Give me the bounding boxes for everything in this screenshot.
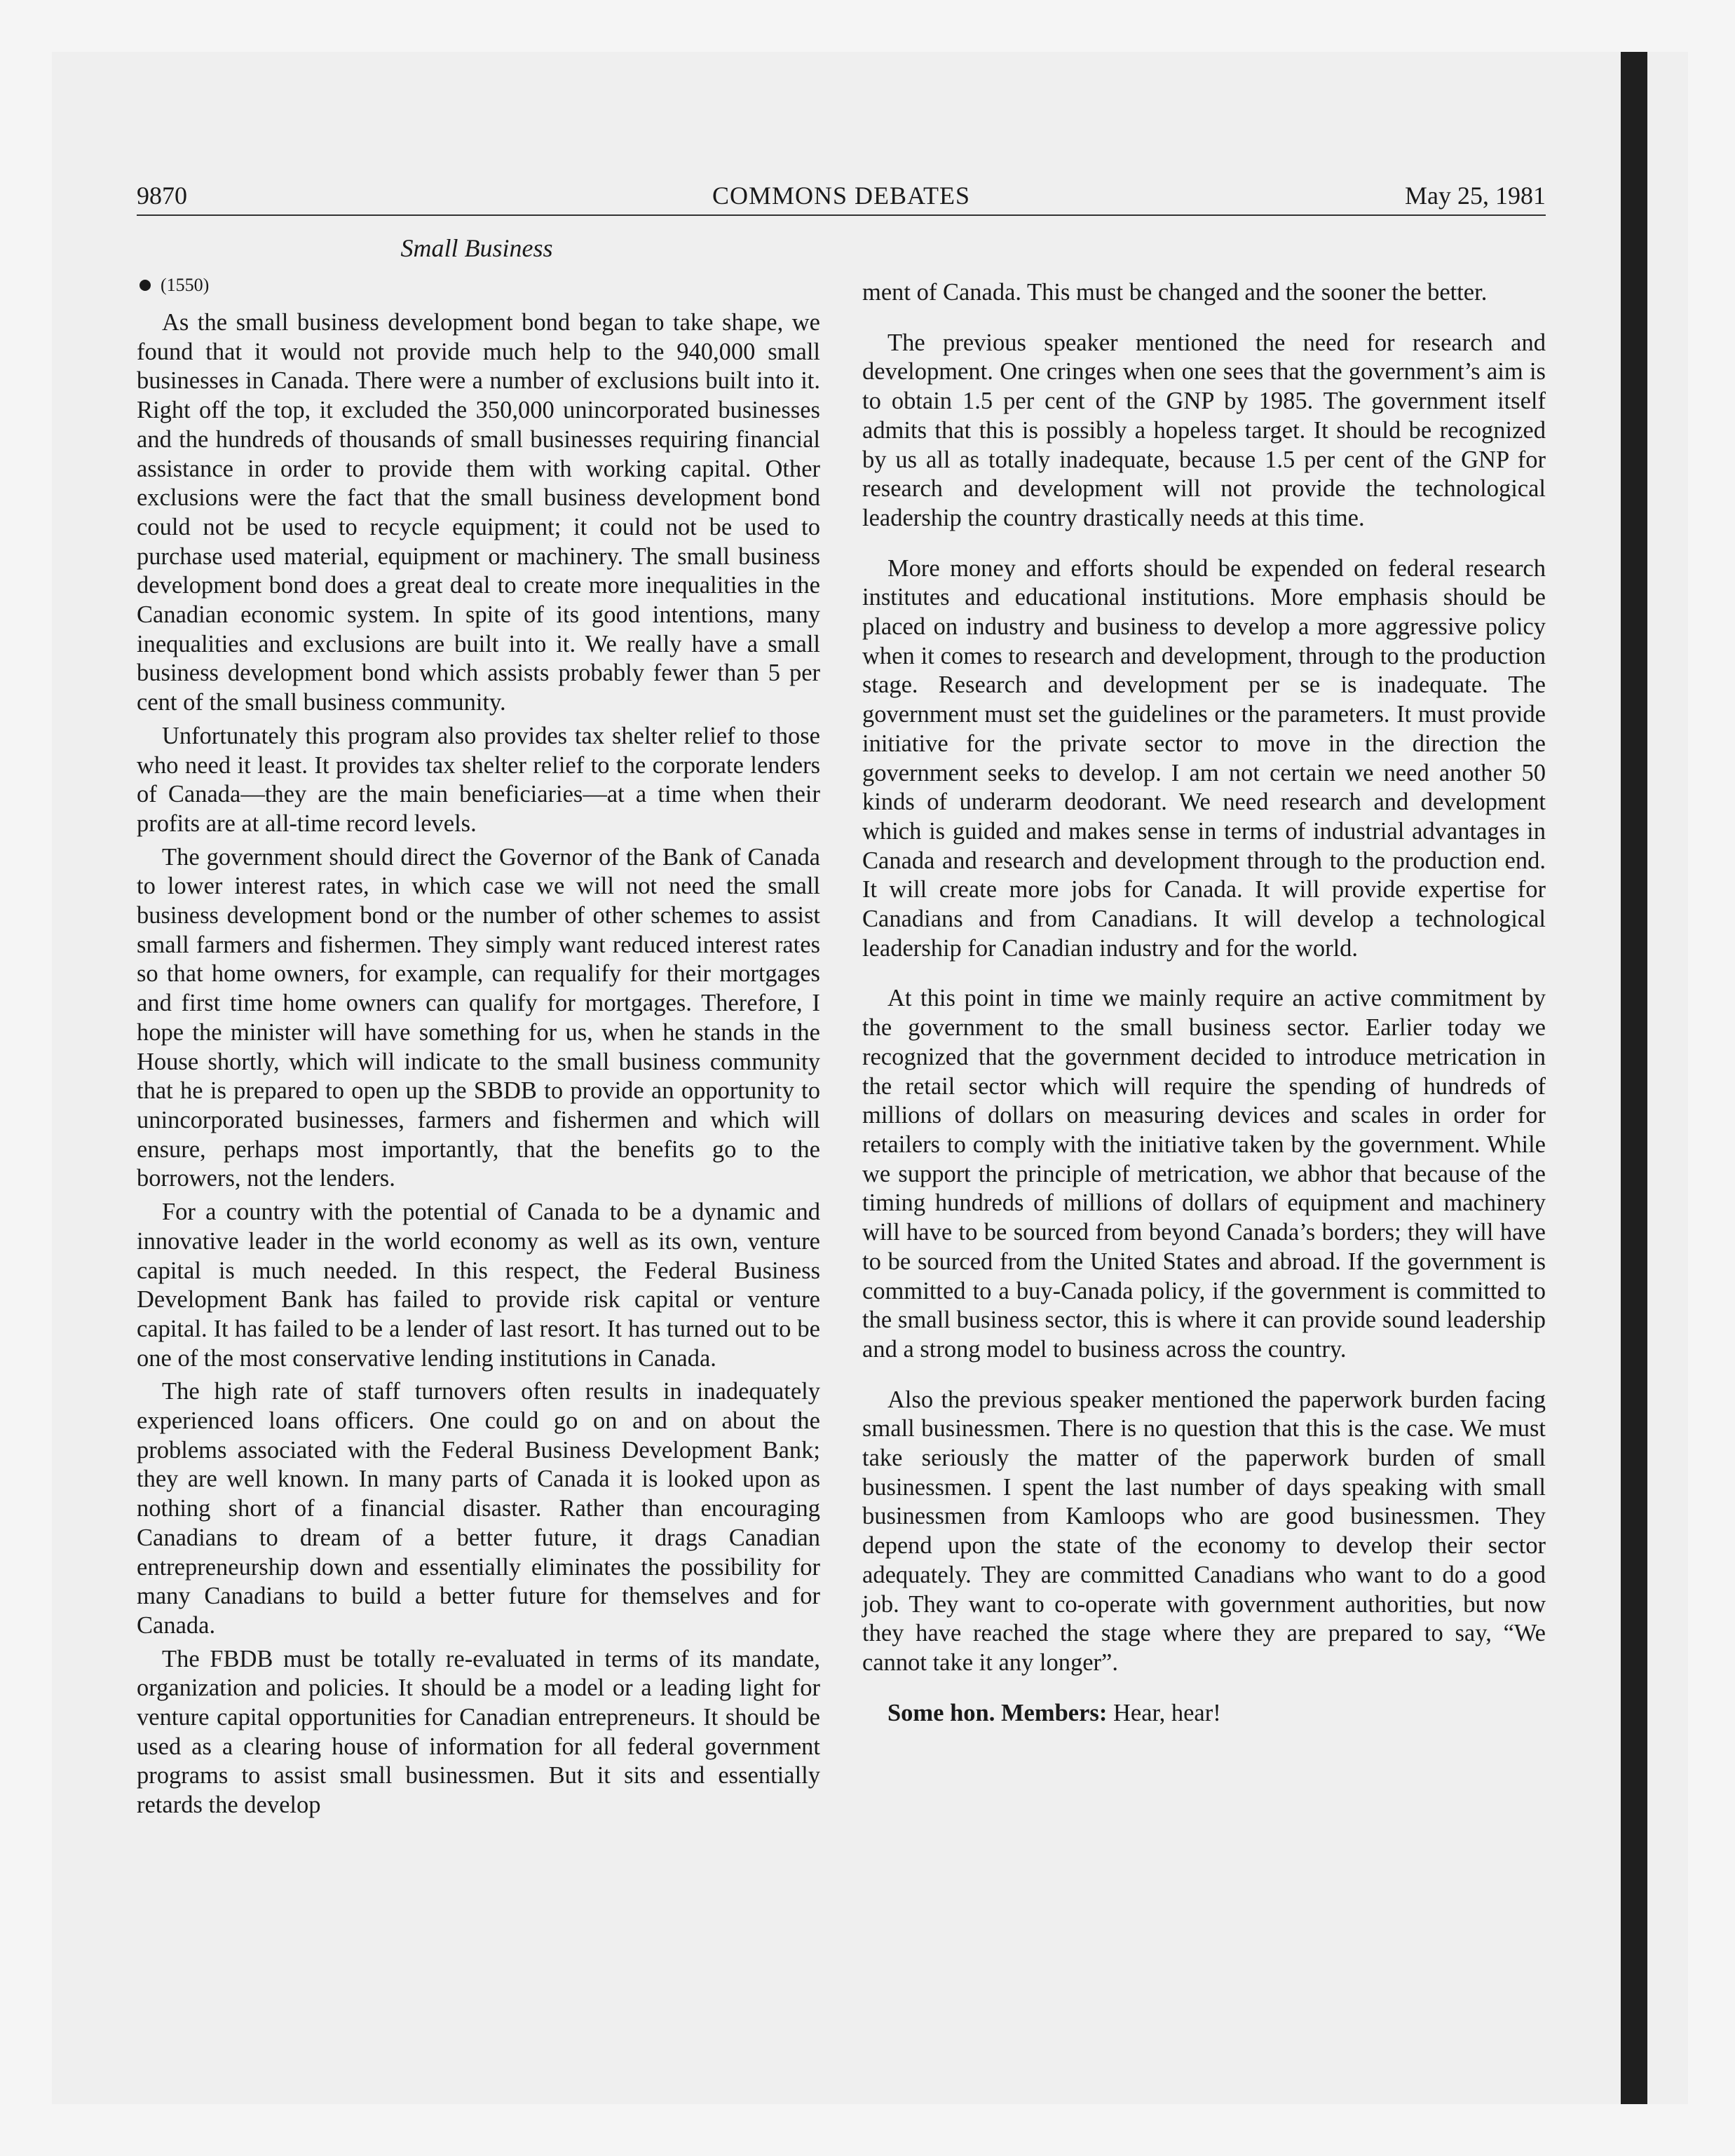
paragraph: At this point in time we mainly require an active commitment by the government to the small business sector. Earlier today we recognized that the government decided to introduce metrication in the retail sector which will require the spending of hundreds of millions of dollars on measuring devices and scales in order for retailers to comply with the initiative taken by the government. While we support the principle of metrication, we abhor that because of the timing hundreds of millions of dollars of equipment and machinery will have to be sourced from beyond Canada’s borders; they will have to be sourced from the United States and abroad. If the government is committed to a buy-Canada policy, if the government is committed to the small business sector, this is where it can provide sound leadership and a strong model to business across the country. xyxy=(862,985,1546,1363)
section-title: Small Business xyxy=(400,234,553,262)
paragraph-continuation: ment of Canada. This must be changed and the sooner the better. xyxy=(862,279,1488,306)
paragraph: For a country with the potential of Canada to be a dynamic and innovative leader in the world economy as well as its own, venture capital is much needed. In this respect, the Federal Business Development Bank has failed to provide risk capital or venture capital. It has failed to be a lender of last resort. It has turned out to be one of the most conservative lending institutions in Canada. xyxy=(137,1199,820,1372)
paragraph: The FBDB must be totally re-evaluated in terms of its mandate, organization and policies. It should be a model or a leading light for venture capital opportunities for Canadian entrepreneurs. It should be used as a clearing house of information for all federal government programs to assist small businessmen. But it sits and essentially retards the develop xyxy=(137,1645,820,1819)
page-date: May 25, 1981 xyxy=(1405,182,1546,210)
speaker-remark: Hear, hear! xyxy=(1107,1699,1221,1726)
closing-remark xyxy=(862,1699,1546,1728)
speaker-name: Some hon. Members: xyxy=(887,1699,1108,1726)
paragraph: Unfortunately this program also provides tax shelter relief to those who need it least. It provides tax shelter relief to the corporate lenders of Canada—they are the main beneficiaries—at a time when their profits are at all-time record levels. xyxy=(137,722,820,837)
paragraph: The high rate of staff turnovers often results in inadequately experienced loans officers. One could go on and on about the problems associated with the Federal Business Development Bank; they are well known. In many parts of Canada it is looked upon as nothing short of a financial disaster. Rather than encouraging Canadians to dream of a better future, it drags Canadian entrepreneurship down and essentially eliminates the possibility for many Canadians to build a better future for themselves and for Canada. xyxy=(137,1378,820,1639)
paragraph: The government should direct the Governor of the Bank of Canada to lower interest rates, in which case we will not need the small business development bond or the number of other schemes to assist small farmers and fishermen. They simply want reduced interest rates so that home owners, for example, can requalify for their mortgages and first time home owners can qualify for mortgages. Therefore, I hope the minister will have something for us, when he stands in the House shortly, which will indicate to the small business community that he is prepared to open up the SBDB to provide an opportunity to unincorporated businesses, farmers and fishermen and which will ensure, perhaps most importantly, that the benefits go to the borrowers, not the lenders. xyxy=(137,843,820,1192)
scan-edge-shadow xyxy=(1621,52,1647,2104)
paragraph: As the small business development bond began to take shape, we found that it would not provide much help to the 940,000 small businesses in Canada. There were a number of exclusions built into it. Right off the top, it excluded the 350,000 unincorporated businesses and the hundreds of thousands of small businesses requiring financial assistance in order to provide them with working capital. Other exclusions were the fact that the small business development bond could not be used to recycle equipment; it could not be used to purchase used material, equipment or machinery. The small business development bond does a great deal to create more inequalities in the Canadian economic system. In spite of its good intentions, many inequalities and exclusions are built into it. We really have a small business development bond which assists probably fewer than 5 per cent of the small business community. xyxy=(137,309,820,716)
page-number: 9870 xyxy=(137,182,187,210)
publication-title: COMMONS DEBATES xyxy=(712,182,971,210)
paragraph: Also the previous speaker mentioned the paperwork burden facing small businessmen. There is no question that this is the case. We must take seriously the matter of the paperwork burden of small businessmen. I spent the last number of days speaking with small businessmen from Kamloops who are good businessmen. They depend upon the state of the economy to develop their sector adequately. They are committed Canadians who want to do a good job. They want to co-operate with government authorities, but now they have reached the stage where they are prepared to say, “We cannot take it any longer”. xyxy=(862,1386,1546,1676)
page-header xyxy=(137,181,1546,216)
right-column xyxy=(862,278,1546,1728)
bullet-icon xyxy=(140,280,151,291)
paragraph: The previous speaker mentioned the need for research and development. One cringes when one sees that the government’s aim is to obtain 1.5 per cent of the GNP by 1985. The government itself admits that this is possibly a hopeless target. It should be recognized by us all as totally inadequate, because 1.5 per cent of the GNP for research and development will not provide the technological leadership the country drastically needs at this time. xyxy=(862,329,1546,531)
paragraph: More money and efforts should be expended on federal research institutes and educational institutions. More emphasis should be placed on industry and business to develop a more aggressive policy when it comes to research and development, through to the production stage. Research and development per se is inadequate. The government must set the guidelines or the parameters. It must provide initiative for the private sector to move in the direction the government seeks to develop. I am not certain we need another 50 kinds of underarm deodorant. We need research and development which is guided and makes sense in terms of industrial advantages in Canada and research and development through to the production end. It will create more jobs for Canada. It will provide expertise for Canadians and from Canadians. It will develop a technological leadership for Canadian industry and for the world. xyxy=(862,554,1546,962)
time-marker-text: (1550) xyxy=(161,275,210,295)
left-column xyxy=(137,308,820,1820)
time-marker xyxy=(137,275,209,296)
